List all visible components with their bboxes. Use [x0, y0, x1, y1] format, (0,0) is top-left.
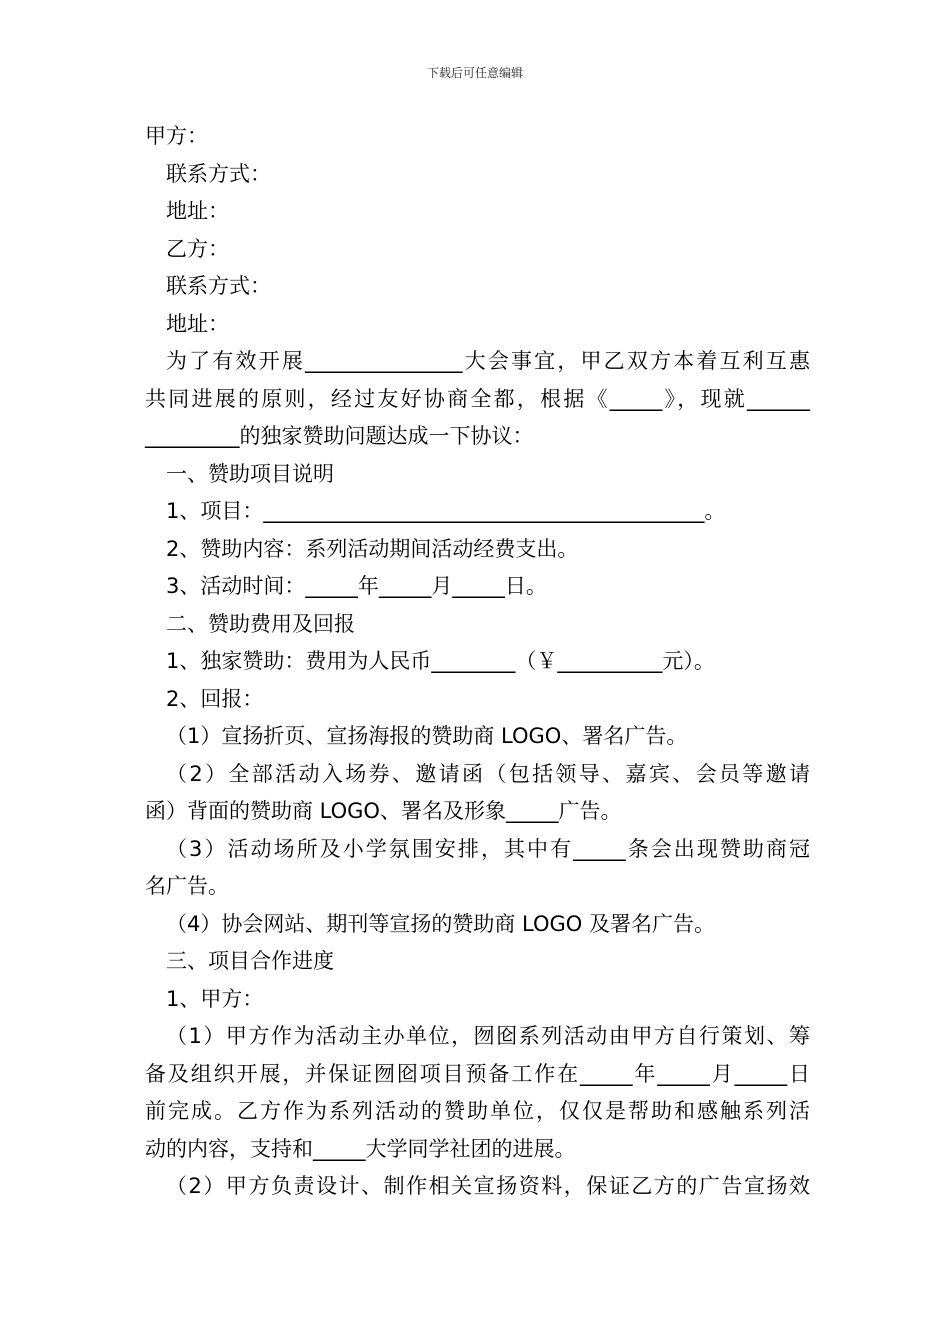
section-heading-3: 三、项目合作进度 [166, 949, 334, 973]
return-item-4: （4）协会网站、期刊等宣扬的赞助商 LOGO 及署名广告。 [166, 911, 715, 936]
contract-body [145, 118, 810, 1206]
page-header-note: 下载后可任意编辑 [426, 66, 523, 80]
party-a-duty-1-line-2: 备及组织开展，并保证囫囵项目预备工作在_____年_____月_____日 [145, 1061, 810, 1086]
return-item-1: （1）宣扬折页、宣扬海报的赞助商 LOGO、署名广告。 [166, 724, 688, 748]
return-item-3-line-1: （3）活动场所及小学氛围安排，其中有_____条会出现赞助商冠 [166, 836, 810, 861]
preamble-line-1: 为了有效开展_______________大会事宜，甲乙双方本着互利互惠 [166, 349, 810, 373]
party-a-label: 甲方： [145, 124, 208, 148]
party-b-address: 地址： [166, 311, 229, 336]
section-heading-1: 一、赞助项目说明 [166, 461, 334, 486]
clause-project: 1、项目：__________________________________________。 [166, 499, 726, 523]
party-b-label: 乙方： [166, 236, 229, 261]
section-heading-2: 二、赞助费用及回报 [166, 611, 355, 636]
clause-time: 3、活动时间：_____年_____月_____日。 [166, 574, 547, 598]
preamble-line-2: 共同进展的原则，经过友好协商全都，根据《_____》，现就______ [145, 386, 810, 411]
clause-exclusive-fee: 1、独家赞助：费用为人民币________（￥__________元）。 [166, 649, 715, 673]
return-item-3-line-2: 名广告。 [145, 874, 229, 898]
return-item-2-line-2: 函）背面的赞助商 LOGO、署名及形象_____广告。 [145, 799, 622, 823]
party-a-duty-1-line-4: 动的内容，支持和_____大学同学社团的进展。 [145, 1136, 576, 1161]
clause-content: 2、赞助内容：系列活动期间活动经费支出。 [166, 536, 579, 561]
preamble-line-3: _________的独家赞助问题达成一下协议： [145, 424, 534, 448]
clause-return: 2、回报： [166, 686, 264, 711]
return-item-2-line-1: （2）全部活动入场券、邀请函（包括领导、嘉宾、会员等邀请 [166, 761, 810, 786]
party-b-contact: 联系方式： [166, 274, 271, 298]
party-a-contact: 联系方式： [166, 161, 271, 186]
clause-party-a: 1、甲方： [166, 986, 264, 1011]
party-a-duty-1-line-3: 前完成。乙方作为系列活动的赞助单位，仅仅是帮助和感触系列活 [145, 1099, 810, 1123]
party-a-duty-1-line-1: （1）甲方作为活动主办单位，囫囵系列活动由甲方自行策划、筹 [166, 1024, 810, 1048]
party-a-address: 地址： [166, 199, 229, 223]
party-a-duty-2-line-1: （2）甲方负责设计、制作相关宣扬资料，保证乙方的广告宣扬效 [166, 1174, 810, 1198]
